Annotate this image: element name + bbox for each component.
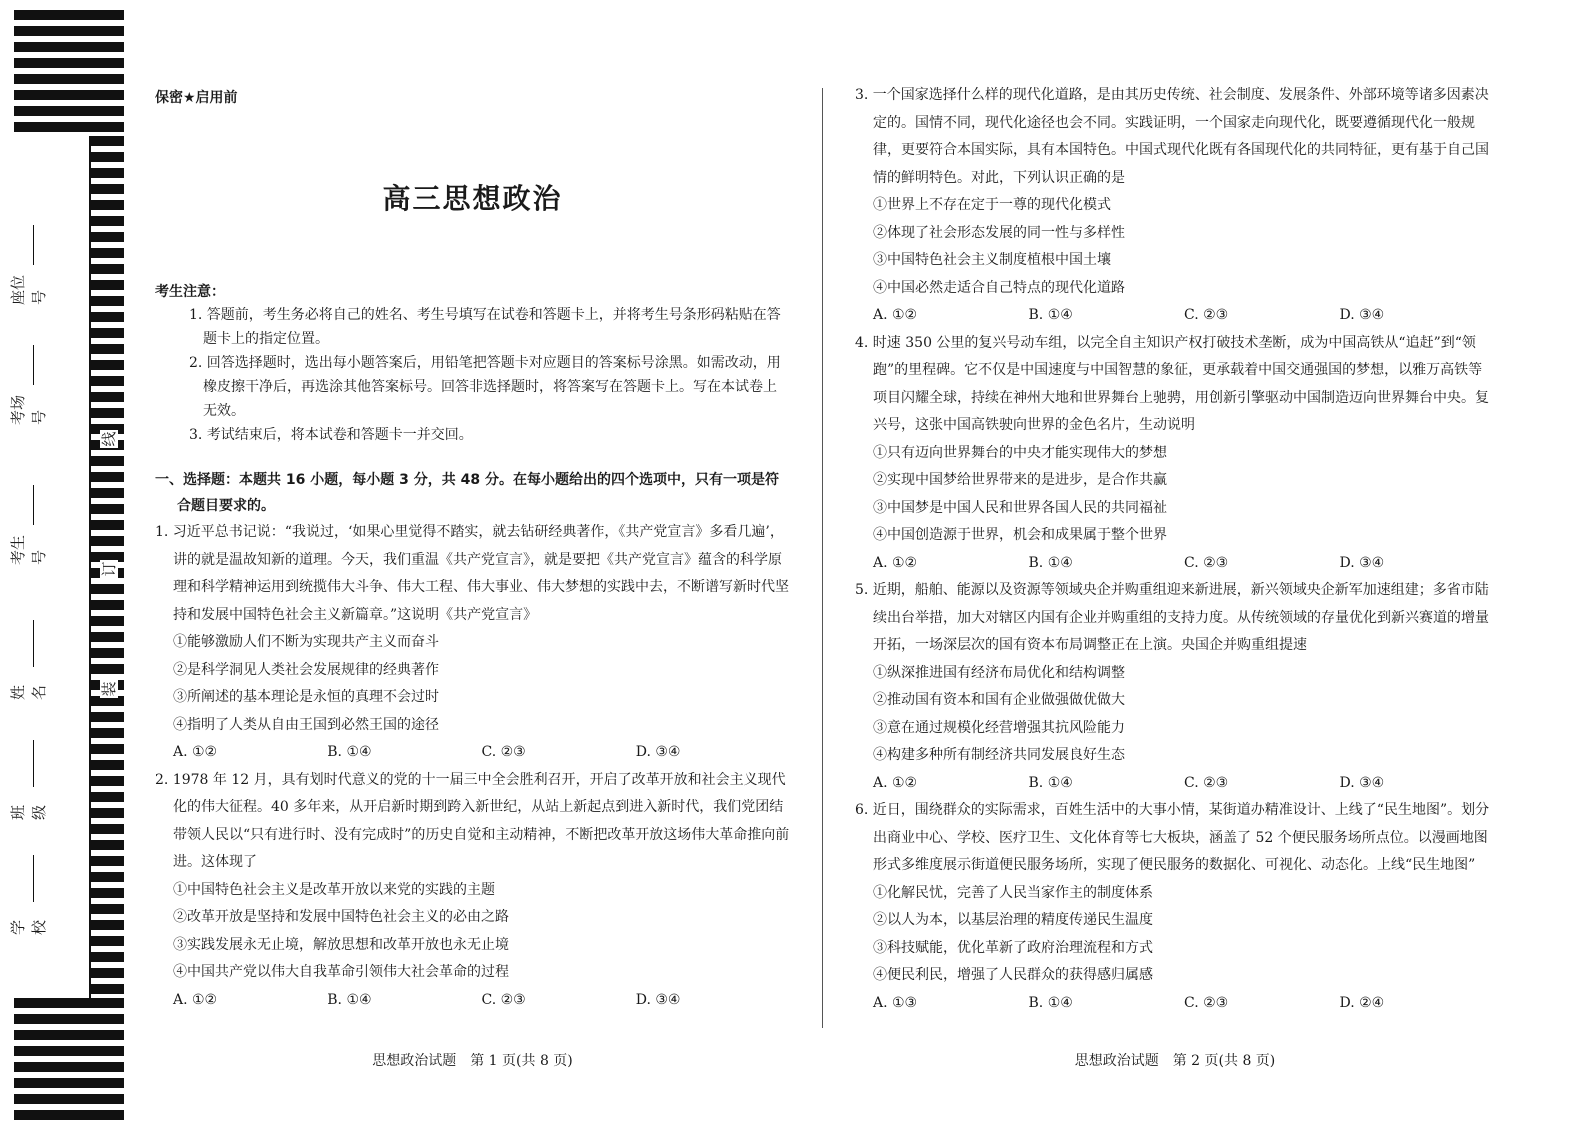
statement: ③实践发展永无止境，解放思想和改革开放也永无止境 [173,936,509,953]
statement: ③意在通过规模化经营增强其抗风险能力 [873,719,1125,736]
binding-mark-zhuang: 装 [100,681,118,697]
field-label: 考生号 [9,534,48,565]
statement: ①纵深推进国有经济布局优化和结构调整 [873,664,1125,681]
statement: ④便民利民，增强了人民群众的获得感归属感 [873,967,1153,983]
statement: ③科技赋能，优化革新了政府治理流程和方式 [873,939,1153,956]
field-blank [23,485,34,525]
question-2 [155,767,790,1015]
field-label: 班级 [9,804,48,820]
binding-stripes-top [14,10,124,136]
confidential-label: 保密★启用前 [155,90,238,106]
option-c: C. ②③ [1184,994,1229,1011]
statement: ③中国梦是中国人民和世界各国人民的共同福祉 [873,499,1167,516]
question-5 [855,577,1495,797]
statement: ①只有迈向世界舞台的中央才能实现伟大的梦想 [873,444,1167,461]
statement: ④中国共产党以伟大自我革命引领伟大社会革命的过程 [173,964,509,980]
answer-options [155,987,790,1015]
field-blank [23,620,34,667]
answer-options [855,770,1495,798]
field-exam-number [9,485,48,565]
statement: ①化解民忧，完善了人民当家作主的制度体系 [873,884,1153,901]
answer-options [855,550,1495,578]
option-b: B. ①④ [1028,307,1073,323]
option-b: B. ①④ [1028,774,1073,791]
field-label: 姓名 [9,684,48,700]
binding-strip [0,0,135,1138]
statement: ①世界上不存在定于一尊的现代化模式 [873,197,1111,213]
option-d: D. ③④ [1339,554,1385,571]
question-stem: 1. 习近平总书记说：“我说过，‘如果心里觉得不踏实，就去钻研经典著作，《共产党宣言》多看几遍’，讲的就是温故知新的道理。今天，我们重温《共产党宣言》，就是要把《共产党宣言》蕴含的科学原理和科学精神运用到统揽伟大斗争、伟大工程、伟大事业、伟大梦想的实践中去，不断谱写新时代坚持和发展中国特色社会主义新篇章。”这说明《共产党宣言》 [155,524,789,623]
option-b: B. ①④ [1028,994,1073,1011]
section-heading: 一、选择题：本题共 16 小题，每小题 3 分，共 48 分。在每小题给出的四个选项中，只有一项是符合题目要求的。 [155,472,779,514]
question-stem: 6. 近日，围绕群众的实际需求，百姓生活中的大事小情，某街道办精准设计、上线了“民生地图”。划分出商业中心、学校、医疗卫生、文化体育等七大板块，涵盖了 52 个便民服务场所点位。以漫画地图形式多维度展示街道便民服务场所，实现了便民服务的数据化、可视化、动态化。上线“民生地图” [855,802,1490,873]
statement: ②实现中国梦给世界带来的是进步，是合作共赢 [873,472,1167,488]
statement: ③中国特色社会主义制度植根中国土壤 [873,252,1111,268]
question-4 [855,330,1495,578]
option-c: C. ②③ [481,744,526,760]
question-1 [155,519,790,767]
statement: ①能够激励人们不断为实现共产主义而奋斗 [173,634,439,650]
option-b: B. ①④ [327,991,372,1008]
option-d: D. ③④ [635,744,681,760]
page-1 [155,82,790,1014]
field-label: 学校 [9,919,48,935]
statement: ④中国必然走适合自己特点的现代化道路 [873,279,1125,296]
option-d: D. ③④ [1339,774,1385,791]
footer-page-2: 思想政治试题 第 2 页(共 8 页) [1074,1053,1276,1069]
option-a: A. ①② [173,744,218,760]
page-divider [822,88,823,1028]
question-stem: 5. 近期，船舶、能源以及资源等领域央企并购重组迎来新进展，新兴领域央企新军加速组建；多省市陆续出台举措，加大对辖区内国有企业并购重组的支持力度。从传统领域的存量优化到新兴赛道的增量开拓，一场深层次的国有资本布局调整正在上演。央国企并购重组提速 [855,582,1489,653]
option-d: D. ③④ [1339,307,1385,323]
field-blank [23,740,34,787]
field-blank [23,345,34,385]
field-blank [23,855,34,902]
page-2 [855,82,1495,1017]
binding-mark-xian: 线 [100,431,118,447]
notice-item: 3. 考试结束后，将本试卷和答题卡一并交回。 [189,427,473,443]
statement: ②改革开放是坚持和发展中国特色社会主义的必由之路 [173,909,509,925]
option-a: A. ①② [873,774,918,791]
statement: ③所阐述的基本理论是永恒的真理不会过时 [173,689,439,705]
field-label: 考场号 [9,394,48,425]
notice-heading: 考生注意： [155,284,225,300]
statement: ②以人为本，以基层治理的精度传递民生温度 [873,912,1153,928]
footer-page-1: 思想政治试题 第 1 页(共 8 页) [372,1053,573,1069]
option-a: A. ①③ [873,994,918,1011]
field-label: 座位号 [9,274,48,305]
exam-title: 高三思想政治 [382,182,563,215]
statement: ④指明了人类从自由王国到必然王国的途径 [173,716,439,733]
option-b: B. ①④ [1028,554,1073,571]
field-blank [23,225,34,265]
statement: ①中国特色社会主义是改革开放以来党的实践的主题 [173,881,495,898]
question-6 [855,797,1495,1017]
question-stem: 3. 一个国家选择什么样的现代化道路，是由其历史传统、社会制度、发展条件、外部环境等诸多因素决定的。国情不同，现代化途径也会不同。实践证明，一个国家走向现代化，既要遵循现代化一般规律，更要符合本国实际，具有本国特色。中国式现代化既有各国现代化的共同特征，更有基于自己国情的鲜明特色。对此，下列认识正确的是 [855,87,1489,186]
statement: ②推动国有资本和国有企业做强做优做大 [873,692,1125,708]
option-d: D. ③④ [635,991,681,1008]
option-a: A. ①② [173,991,218,1008]
question-3 [855,82,1495,330]
answer-options [155,739,790,767]
field-school [9,855,48,935]
option-c: C. ②③ [1184,774,1229,791]
option-a: A. ①② [873,554,918,571]
notice-item: 1. 答题前，考生务必将自己的姓名、考生号填写在试卷和答题卡上，并将考生号条形码粘贴在答题卡上的指定位置。 [189,307,781,347]
option-c: C. ②③ [1184,307,1229,323]
binding-line [89,136,91,998]
question-stem: 4. 时速 350 公里的复兴号动车组，以完全自主知识产权打破技术垄断，成为中国高铁从“追赶”到“领跑”的里程碑。它不仅是中国速度与中国智慧的象征，更承载着中国交通强国的梦想，以雅万高铁等项目闪耀全球，持续在神州大地和世界舞台上驰骋，用创新引擎驱动中国制造迈向世界舞台中央。复兴号，这张中国高铁驶向世界的金色名片，生动说明 [855,334,1489,433]
binding-stripes-bottom [14,998,124,1124]
binding-mark-ding: 订 [100,561,118,577]
option-d: D. ②④ [1339,994,1385,1011]
option-a: A. ①② [873,307,918,323]
answer-options [855,302,1495,330]
option-c: C. ②③ [481,991,526,1008]
notice-item: 2. 回答选择题时，选出每小题答案后，用铅笔把答题卡对应题目的答案标号涂黑。如需改动，用橡皮擦干净后，再选涂其他答案标号。回答非选择题时，将答案写在答题卡上。写在本试卷上无效。 [189,355,781,419]
statement: ②体现了社会形态发展的同一性与多样性 [873,224,1125,241]
field-seat [9,225,48,305]
statement: ④中国创造源于世界，机会和成果属于整个世界 [873,527,1167,543]
field-name [9,620,48,700]
statement: ②是科学洞见人类社会发展规律的经典著作 [173,661,439,678]
option-c: C. ②③ [1184,554,1229,571]
option-b: B. ①④ [327,744,372,760]
question-stem: 2. 1978 年 12 月，具有划时代意义的党的十一届三中全会胜利召开，开启了改革开放和社会主义现代化的伟大征程。40 多年来，从开启新时期到跨入新世纪，从站上新起点到进入新时代，我们党团结带领人民以“只有进行时、没有完成时”的历史自觉和主动精神，不断把改革开放这场伟大革命推向前进。这体现了 [155,771,790,870]
answer-options [855,990,1495,1018]
field-class [9,740,48,820]
statement: ④构建多种所有制经济共同发展良好生态 [873,747,1125,763]
field-exam-room [9,345,48,425]
notice-list [155,303,790,447]
